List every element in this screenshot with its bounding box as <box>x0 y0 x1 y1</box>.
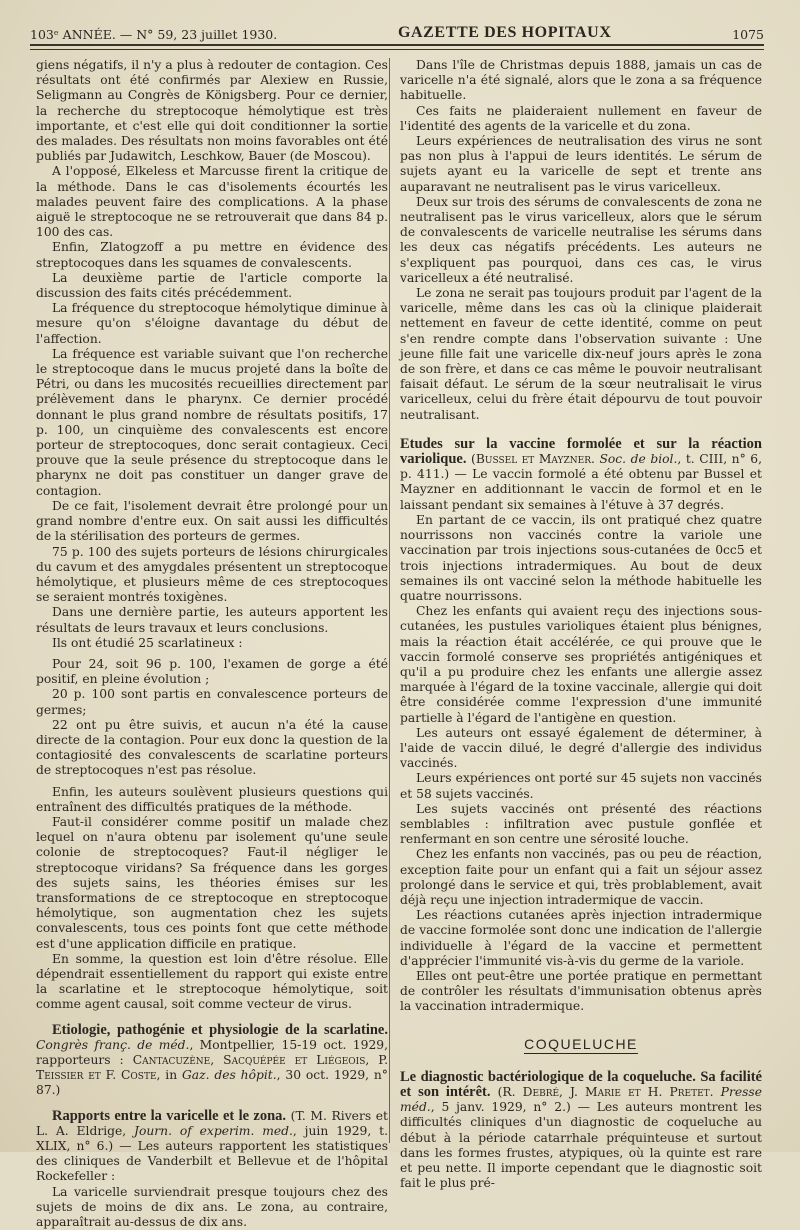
paragraph: Les auteurs ont essayé également de déterminer, à l'aide de vaccin dilué, le degré d'allergie des individus vaccinés. <box>400 725 762 771</box>
citation-ref: , juin 1929, t. XLIX, n° 6.) — Les auteurs rapportent les statistiques des cliniques de Vanderbilt et Bellevue et de l'hôpital Rockefeller : <box>36 1123 388 1184</box>
paragraph: Ces faits ne plaideraient nullement en faveur de l'identité des agents de la varicelle et du zona. <box>400 103 762 133</box>
citation-authors: Bussel et Mayzner <box>475 452 591 467</box>
citation-ref: (T. M. Rivers et L. A. Eldrige, <box>36 1108 388 1138</box>
article-title: Le diagnostic bactériologique de la coqueluche. Sa facilité et son intérêt. <box>400 1068 762 1100</box>
paragraph: Les réactions cutanées après injection intradermique de vaccine formolée sont donc une indication de l'allergie individuelle à l'égard de la vaccine et permettent d'apprécier l'immunité vis-à-vis du germe de la variole. <box>400 908 762 968</box>
citation-ref: ( <box>490 1085 503 1099</box>
citation-ref: , 30 oct. 1929, n° 87.) <box>36 1068 388 1098</box>
paragraph: Faut-il considérer comme positif un malade chez lequel on n'aura obtenu par isolement qu'une seule colonie de streptocoques? Faut-il négliger le streptocoque viridans? Sa fréquence dans les gorges des sujets sains, les théories émises sur les transformations de ce streptocoque en streptocoque hémolytique, son augmentation chez les sujets convalescents, tous ces points font que cette méthode est d'une application difficile en pratique. <box>36 814 388 951</box>
citation-ref: , 5 janv. 1929, n° 2.) — Les auteurs montrent les difficultés cliniques d'un diagnostic de coqueluche au début à la période catarrhale préquinteuse et surtout dans les formes frustes, atypiques, où la quinte est rare et peu nette. Il importe cependant que le diagnostic soit fait le plus pré- <box>400 1100 762 1191</box>
citation-ref: ( <box>466 452 476 467</box>
citation-journal: Soc. de biol. <box>599 452 678 467</box>
page-header <box>30 16 764 42</box>
citation-authors: R. Debré, J. Marie et H. Pretet <box>502 1085 710 1099</box>
citation-ref: Congrès franç. de méd. <box>36 1037 190 1052</box>
paragraph: giens négatifs, il n'y a plus à redouter de contagion. Ces résultats ont été confirmés par Alexiew en Russie, Seligmann au Congrès de Königsberg. Pour ce dernier, la recherche du streptocoque hémolytique est très importante, et c'est elle qui doit conditionner la sortie des malades. Des résultats non moins favorables ont été publiés par Judawitch, Leschkow, Bauer (de Moscou). <box>36 58 388 164</box>
paragraph: Leurs expériences ont porté sur 45 sujets non vaccinés et 58 sujets vaccinés. <box>400 771 762 801</box>
citation-journal: Journ. of experim. med. <box>134 1123 293 1138</box>
paragraph: Ils ont étudié 25 scarlatineux : <box>52 635 243 650</box>
paragraph: 75 p. 100 des sujets porteurs de lésions chirurgicales du cavum et des amygdales présentent un streptocoque hémolytique, et plusieurs même de ces streptocoques se seraient montrés toxigènes. <box>36 544 388 605</box>
paragraph: Chez les enfants qui avaient reçu des injections sous-cutanées, les pustules varioliques étaient plus bénignes, mais la réaction était accélérée, ce qui prouve que le vaccin formolé conserve ses propriétés antigéniques et qu'il a pu produire chez les enfants une allergie assez marquée à l'égard de la toxine vaccinale, allergie qui doit être considérée comme l'expression d'une immunité partielle à l'égard de l'antigène en question. <box>400 604 762 725</box>
header-rule-thin <box>30 49 764 50</box>
citation-journal: Presse méd. <box>400 1085 762 1115</box>
journal-title: GAZETTE DES HOPITAUX <box>397 24 612 41</box>
citation-authors: Cantacuzène, Sacquépée et Liégeois, P. Teissier et F. Coste <box>36 1053 388 1083</box>
paragraph: La fréquence du streptocoque hémolytique diminue à mesure qu'on s'éloigne davantage du début de l'affection. <box>36 301 388 346</box>
right-column <box>400 58 763 1191</box>
paragraph: 22 ont pu être suivis, et aucun n'a été la cause directe de la contagion. Pour eux donc la question de la contagiosité des convalescents de scarlatine porteurs de streptocoques n'est pas résolue. <box>36 717 388 778</box>
citation-ref: . <box>590 452 600 467</box>
paragraph: Chez les enfants non vaccinés, pas ou peu de réaction, exception faite pour un enfant qui a fait un séjour assez prolongé dans le service et qui, très problablement, avait déjà reçu une injection intradermique de vaccin. <box>400 847 762 907</box>
section-heading-label: COQUELUCHE <box>524 1035 638 1052</box>
citation-ref: , in <box>156 1068 182 1083</box>
citation-journal: Gaz. des hôpit. <box>181 1068 277 1083</box>
paragraph: Deux sur trois des sérums de convalescents de zona ne neutralisent pas le virus varicelleux, alors que le sérum de convalescents de varicelle neutralise les sérums dans les deux cas négatifs précédents. Les auteurs ne s'expliquent pas pourquoi, dans ces cas, le virus varicelleux a été neutralisé. <box>400 194 762 285</box>
paragraph: La fréquence est variable suivant que l'on recherche le streptocoque dans le mucus projeté dans la boîte de Pétri, ou dans les mucosités recueillies directement par prélèvement dans le pharynx. Ce dernier procédé donnant le plus grand nombre de résultats positifs, 17 p. 100, un cinquième des convalescents est encore porteur de streptocoques, donc serait contagieux. Ceci prouve que la seule présence du streptocoque dans le pharynx ne doit pas constituer un danger grave de contagion. <box>36 346 388 498</box>
article-rapports <box>36 1109 388 1185</box>
header-rule-thick <box>30 44 764 46</box>
article-title: Rapports entre la varicelle et le zona. <box>52 1107 287 1124</box>
paragraph: A l'opposé, Elkeless et Marcusse firent la critique de la méthode. Dans le cas d'isolements écourtés les malades peuvent faire des complications. A la phase aiguë le streptocoque ne se retrouverait que dans 84 p. 100 des cas. <box>36 164 388 240</box>
paragraph: Dans une dernière partie, les auteurs apportent les résultats de leurs travaux et leurs conclusions. <box>36 605 388 635</box>
article-diagnostic <box>400 1070 762 1192</box>
article-title: Etiologie, pathogénie et physiologie de la scarlatine. <box>52 1021 388 1038</box>
article-title: Etudes sur la vaccine formolée et sur la réaction variolique. <box>400 435 762 468</box>
citation-ref: . <box>709 1085 721 1099</box>
left-column <box>36 58 389 1230</box>
paragraph: Leurs expériences de neutralisation des virus ne sont pas non plus à l'appui de leurs identités. Le sérum de sujets ayant eu la varicelle de sept et trente ans auparavant ne neutralisent pas le virus varicelleux. <box>400 134 762 194</box>
paragraph: Enfin, Zlatogzoff a pu mettre en évidence des streptocoques dans les squames de convalescents. <box>36 240 388 270</box>
paragraph: 20 p. 100 sont partis en convalescence porteurs de germes; <box>36 687 388 717</box>
paragraph: En partant de ce vaccin, ils ont pratiqué chez quatre nourrissons non vaccinés contre la variole une vaccination par trois injections sous-cutanées de 0cc5 et trois injections intradermiques. Au bout de deux semaines ils ont vacciné selon la méthode habituelle les quatre nourrissons. <box>400 512 762 603</box>
paragraph: De ce fait, l'isolement devrait être prolongé pour un grand nombre d'entre eux. On sait aussi les difficultés de la stérilisation des porteurs de germes. <box>36 498 388 544</box>
citation-ref: , Montpellier, 15-19 oct. 1929, rapporteurs : <box>36 1037 389 1067</box>
article-etudes <box>400 437 762 513</box>
citation-ref: , t. CIII, n° 6, p. 411.) — Le vaccin formolé a été obtenu par Bussel et Mayzner en additionnant le vaccin de formol et en le laissant pendant six semaines à l'étuve à 37 degrés. <box>400 452 763 512</box>
paragraph: Les sujets vaccinés ont présenté des réactions semblables : infiltration avec pustule gonflée et renfermant en son centre une sérosité louche. <box>400 801 762 847</box>
article-etiologie <box>36 1023 388 1099</box>
issue-info: 103ᵉ ANNÉE. — N° 59, 23 juillet 1930. <box>30 27 278 42</box>
paragraph: Le zona ne serait pas toujours produit par l'agent de la varicelle, même dans les cas où la clinique plaiderait nettement en faveur de cette identité, comme on peut s'en rendre compte dans l'observation suivante : Une jeune fille fait une varicelle dix-neuf jours après le zona de son frère, et dans ce cas même le pouvoir neutralisant faisait défaut. Le sérum de la sœur neutralisait le virus varicelleux, celui du frère était dépourvu de tout pouvoir neutralisant. <box>400 286 762 422</box>
paragraph: La deuxième partie de l'article comporte la discussion des faits cités précédemment. <box>36 270 388 301</box>
paragraph: Elles ont peut-être une portée pratique en permettant de contrôler les résultats d'immunisation obtenus après la vaccination intradermique. <box>400 968 762 1014</box>
paragraph: Dans l'île de Christmas depuis 1888, jamais un cas de varicelle n'a été signalé, alors que le zona a sa fréquence habituelle. <box>400 58 762 103</box>
paragraph: Pour 24, soit 96 p. 100, l'examen de gorge a été positif, en pleine évolution ; <box>36 656 388 687</box>
section-heading <box>400 1037 762 1052</box>
paragraph: La varicelle surviendrait presque toujours chez des sujets de moins de dix ans. Le zona, au contraire, apparaîtrait au-dessus de dix ans. <box>36 1184 388 1230</box>
paragraph: Enfin, les auteurs soulèvent plusieurs questions qui entraînent des difficultés pratiques de la méthode. <box>36 784 388 814</box>
column-divider <box>389 58 390 1143</box>
page-number: 1075 <box>732 27 764 42</box>
paragraph: En somme, la question est loin d'être résolue. Elle dépendrait essentiellement du rapport qui existe entre la scarlatine et le streptocoque hémolytique, soit comme agent causal, soit comme vecteur de virus. <box>36 951 388 1012</box>
